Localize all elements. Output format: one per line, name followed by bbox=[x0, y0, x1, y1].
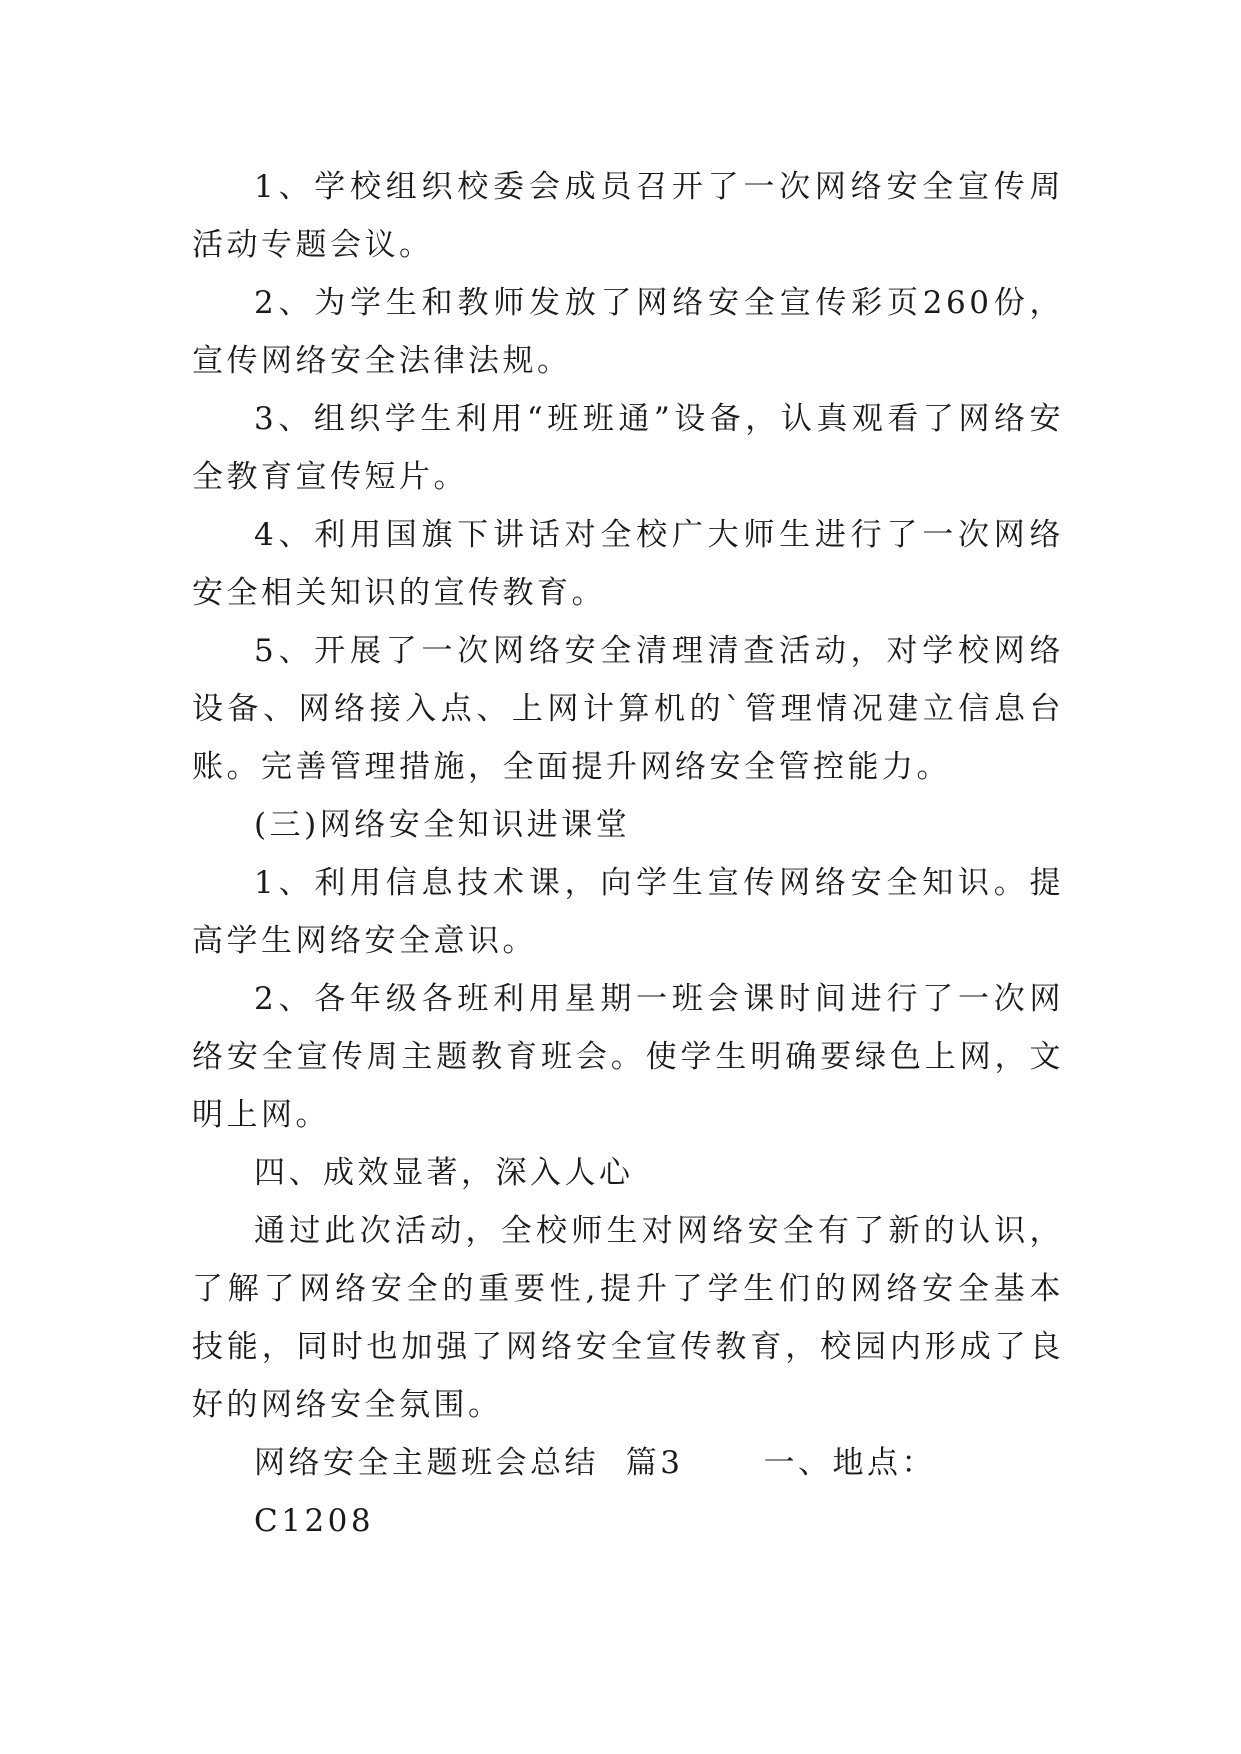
paragraph-item-class-1: 1、利用信息技术课，向学生宣传网络安全知识。提高学生网络安全意识。 bbox=[192, 865, 1064, 959]
paragraph-item-3: 3、组织学生利用“班班通”设备，认真观看了网络安全教育宣传短片。 bbox=[192, 401, 1064, 495]
article-title-line: 网络安全主题班会总结 篇3 一、地点： bbox=[254, 1445, 937, 1481]
paragraph-item-class-2: 2、各年级各班利用星期一班会课时间进行了一次网络安全宣传周主题教育班会。使学生明确要绿色上网，文明上网。 bbox=[192, 981, 1064, 1133]
paragraph-item-5: 5、开展了一次网络安全清理清查活动，对学校网络设备、网络接入点、上网计算机的`管理情况建立信息台账。完善管理措施，全面提升网络安全管控能力。 bbox=[192, 633, 1064, 785]
paragraph-item-4: 4、利用国旗下讲话对全校广大师生进行了一次网络安全相关知识的宣传教育。 bbox=[192, 517, 1064, 611]
paragraph-summary: 通过此次活动，全校师生对网络安全有了新的认识，了解了网络安全的重要性,提升了学生们的网络安全基本技能，同时也加强了网络安全宣传教育，校园内形成了良好的网络安全氛围。 bbox=[192, 1213, 1064, 1423]
section-heading-3: (三)网络安全知识进课堂 bbox=[254, 807, 631, 843]
paragraph-item-1: 1、学校组织校委会成员召开了一次网络安全宣传周活动专题会议。 bbox=[192, 169, 1064, 263]
document-body bbox=[192, 158, 1064, 1550]
location-code: C1208 bbox=[254, 1503, 375, 1539]
section-heading-4: 四、成效显著，深入人心 bbox=[254, 1155, 634, 1191]
paragraph-item-2: 2、为学生和教师发放了网络安全宣传彩页260份，宣传网络安全法律法规。 bbox=[192, 285, 1064, 379]
